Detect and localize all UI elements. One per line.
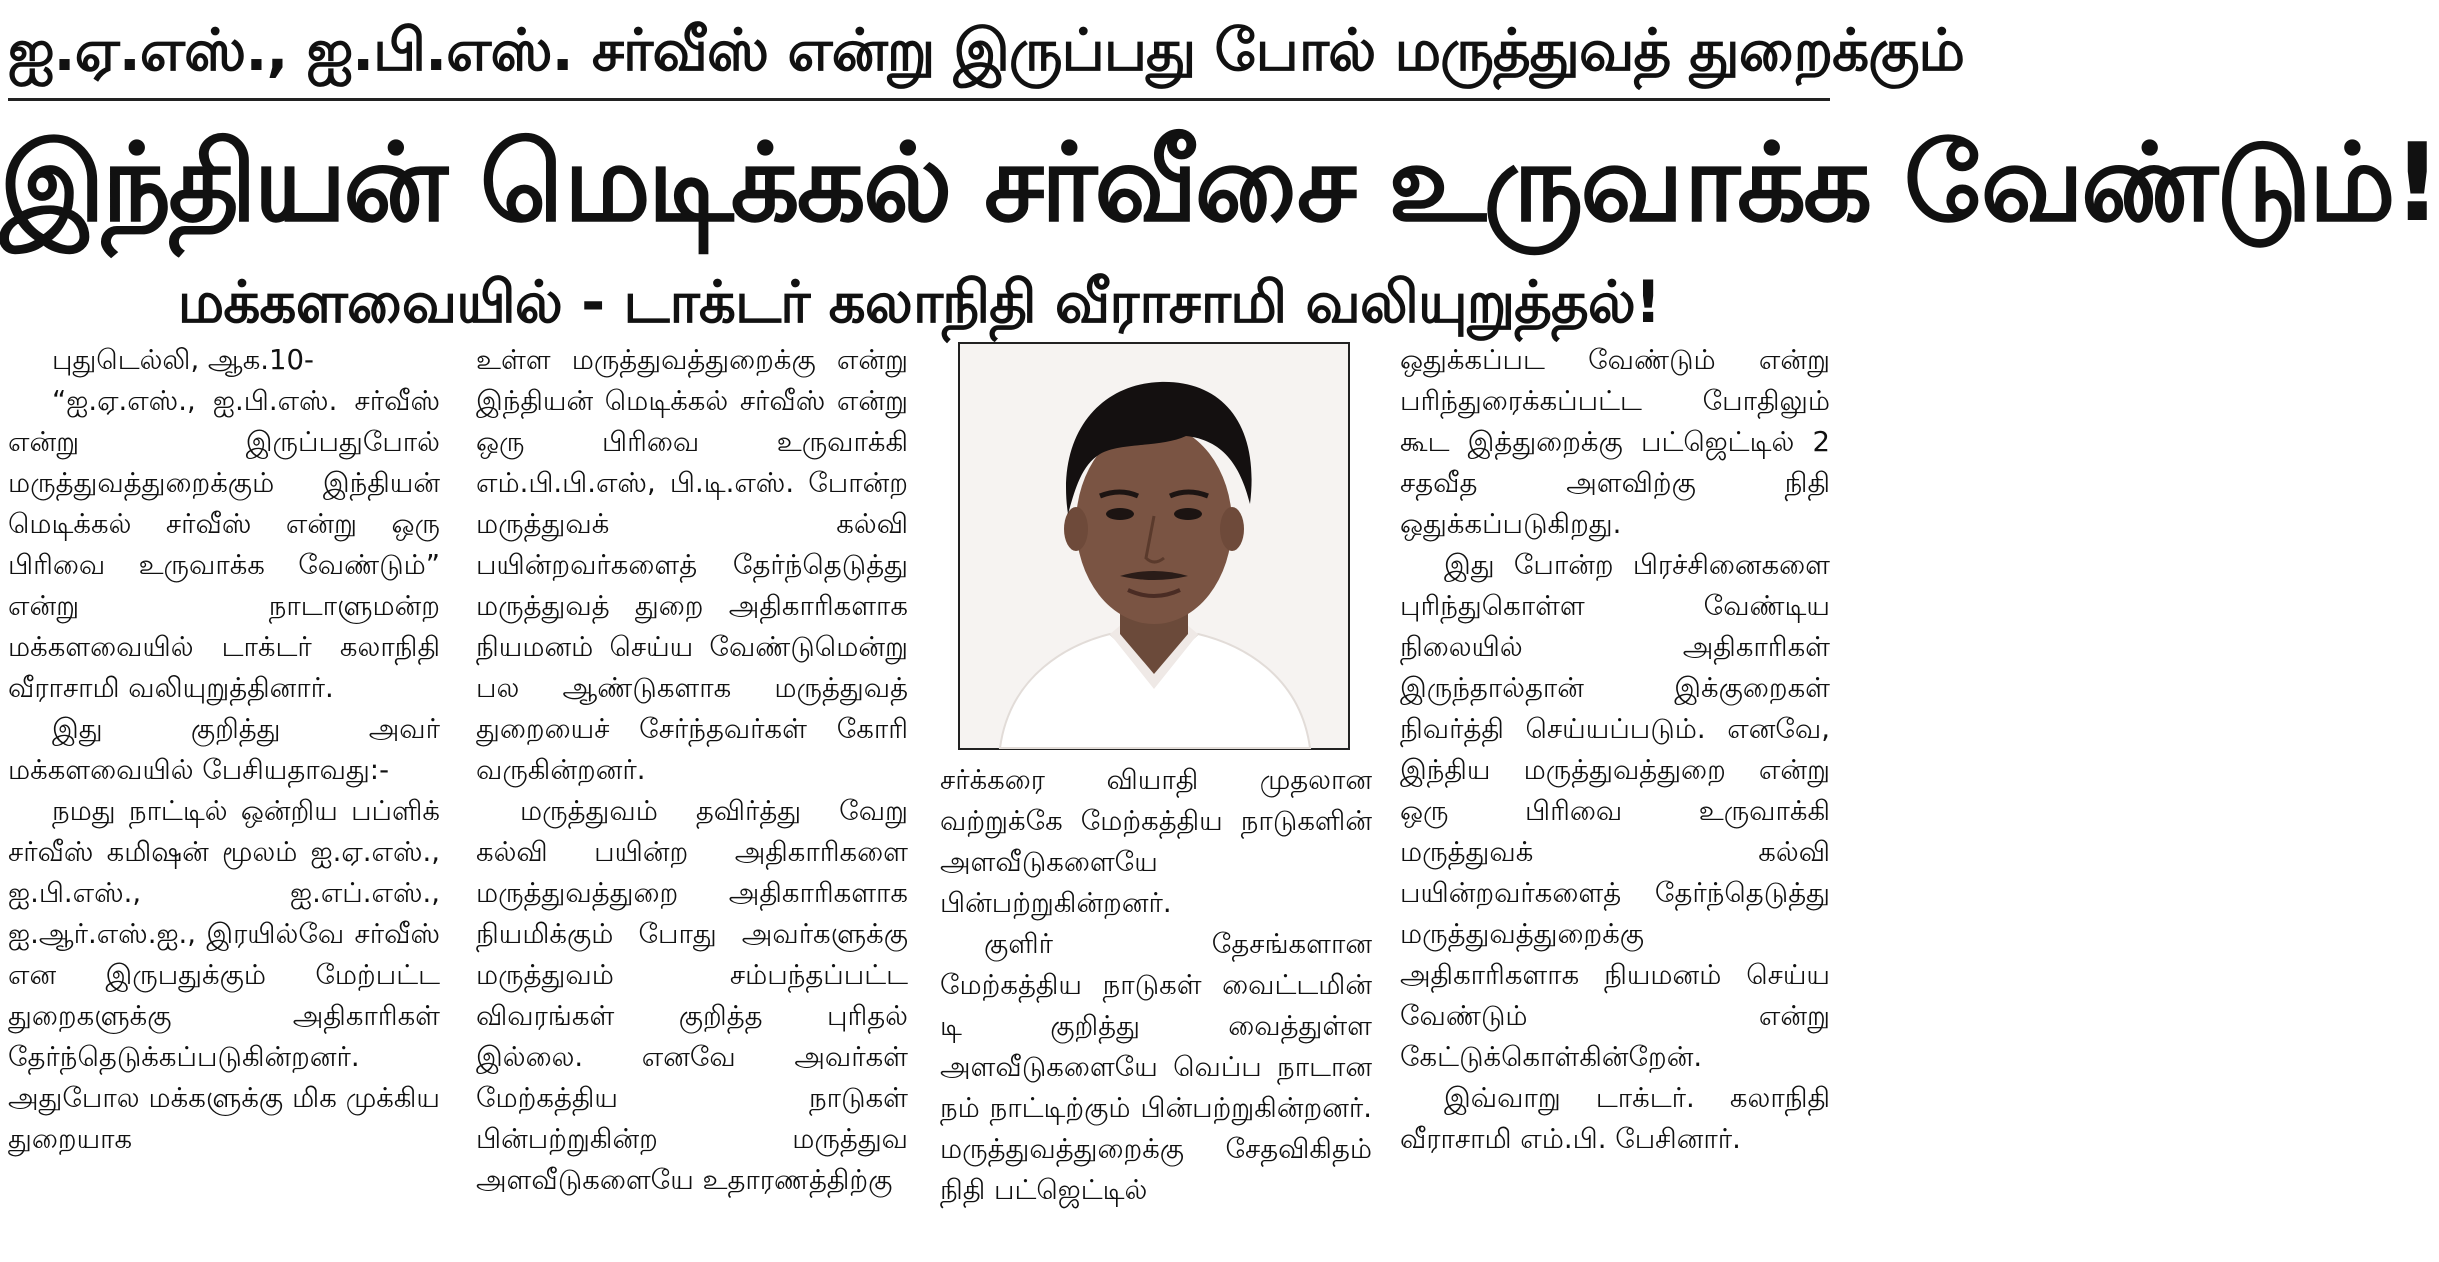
article-column-1	[8, 340, 440, 1262]
paragraph: சர்க்கரை வியாதி முதலான வற்றுக்கே மேற்கத்திய நாடுகளின் அளவீடுகளையே பின்பற்றுகின்றனர்.	[940, 764, 1372, 919]
paragraph: ஒதுக்கப்பட வேண்டும் என்று பரிந்துரைக்கப்பட்ட போதிலும் கூட இத்துறைக்கு பட்ஜெட்டில் 2 சதவீத அளவிற்கு நிதி ஒதுக்கப்படுகிறது.	[1400, 344, 1830, 540]
paragraph: “ஐ.ஏ.எஸ்., ஐ.பி.எஸ். சர்வீஸ் என்று இருப்பதுபோல் மருத்துவத்துறைக்கும் இந்தியன் மெடிக்கல் சர்வீஸ் என்று ஒரு பிரிவை உருவாக்க வேண்டும்” என்று நாடாளுமன்ற மக்களவையில் டாக்டர் கலாநிதி வீராசாமி வலியுறுத்தினார்.	[8, 385, 440, 704]
main-headline: இந்தியன் மெடிக்கல் சர்வீசை உருவாக்க வேண்டும்!	[0, 121, 2439, 246]
article-column-2	[476, 340, 908, 1262]
paragraph: நமது நாட்டில் ஒன்றிய பப்ளிக் சர்வீஸ் கமிஷன் மூலம் ஐ.ஏ.எஸ்., ஐ.பி.எஸ்., ஐ.எப்.எஸ்., ஐ.ஆர்.எஸ்.ஐ., இரயில்வே சர்வீஸ் என இருபதுக்கும் மேற்பட்ட துறைகளுக்கு அதிகாரிகள் தேர்ந்தெடுக்கப்படுகின்றனர். அதுபோல மக்களுக்கு மிக முக்கிய துறையாக	[8, 795, 440, 1155]
portrait-photo	[958, 342, 1350, 750]
paragraph: இவ்வாறு டாக்டர். கலாநிதி வீராசாமி எம்.பி. பேசினார்.	[1400, 1082, 1830, 1155]
portrait-photo-icon	[960, 344, 1348, 748]
subheadline: மக்களவையில் - டாக்டர் கலாநிதி வீராசாமி வலியுறுத்தல்!	[177, 268, 1661, 336]
article-column-3	[940, 760, 1372, 1260]
kicker-headline: ஐ.ஏ.எஸ்., ஐ.பி.எஸ். சர்வீஸ் என்று இருப்பது போல் மருத்துவத் துறைக்கும்	[8, 16, 1965, 84]
paragraph: குளிர் தேசங்களான மேற்கத்திய நாடுகள் வைட்டமின் டி குறித்து வைத்துள்ள அளவீடுகளையே வெப்ப நாடான நம் நாட்டிற்கும் பின்பற்றுகின்றனர். மருத்துவத்துறைக்கு சேதவிகிதம் நிதி பட்ஜெட்டில்	[940, 928, 1372, 1206]
article-column-4	[1400, 340, 1830, 1262]
paragraph: இது குறித்து அவர் மக்களவையில் பேசியதாவது:-	[8, 713, 440, 786]
paragraph: மருத்துவம் தவிர்த்து வேறு கல்வி பயின்ற அதிகாரிகளை மருத்துவத்துறை அதிகாரிகளாக நியமிக்கும் போது அவர்களுக்கு மருத்துவம் சம்பந்தப்பட்ட விவரங்கள் குறித்த புரிதல் இல்லை. எனவே அவர்கள் மேற்கத்திய நாடுகள் பின்பற்றுகின்ற மருத்துவ அளவீடுகளையே உதாரணத்திற்கு	[476, 795, 908, 1196]
dateline: புதுடெல்லி, ஆக.10-	[52, 344, 314, 376]
paragraph: உள்ள மருத்துவத்துறைக்கு என்று இந்தியன் மெடிக்கல் சர்வீஸ் என்று ஒரு பிரிவை உருவாக்கி எம்.பி.பி.எஸ், பி.டி.எஸ். போன்ற மருத்துவக் கல்வி பயின்றவர்களைத் தேர்ந்தெடுத்து மருத்துவத் துறை அதிகாரிகளாக நியமனம் செய்ய வேண்டுமென்று பல ஆண்டுகளாக மருத்துவத் துறையைச் சேர்ந்தவர்கள் கோரி வருகின்றனர்.	[476, 344, 908, 786]
header-rule	[8, 98, 1830, 101]
paragraph: இது போன்ற பிரச்சினைகளை புரிந்துகொள்ள வேண்டிய நிலையில் அதிகாரிகள் இருந்தால்தான் இக்குறைகள் நிவர்த்தி செய்யப்படும். எனவே, இந்திய மருத்துவத்துறை என்று ஒரு பிரிவை உருவாக்கி மருத்துவக் கல்வி பயின்றவர்களைத் தேர்ந்தெடுத்து மருத்துவத்துறைக்கு அதிகாரிகளாக நியமனம் செய்ய வேண்டும் என்று கேட்டுக்கொள்கின்றேன்.	[1400, 549, 1830, 1073]
